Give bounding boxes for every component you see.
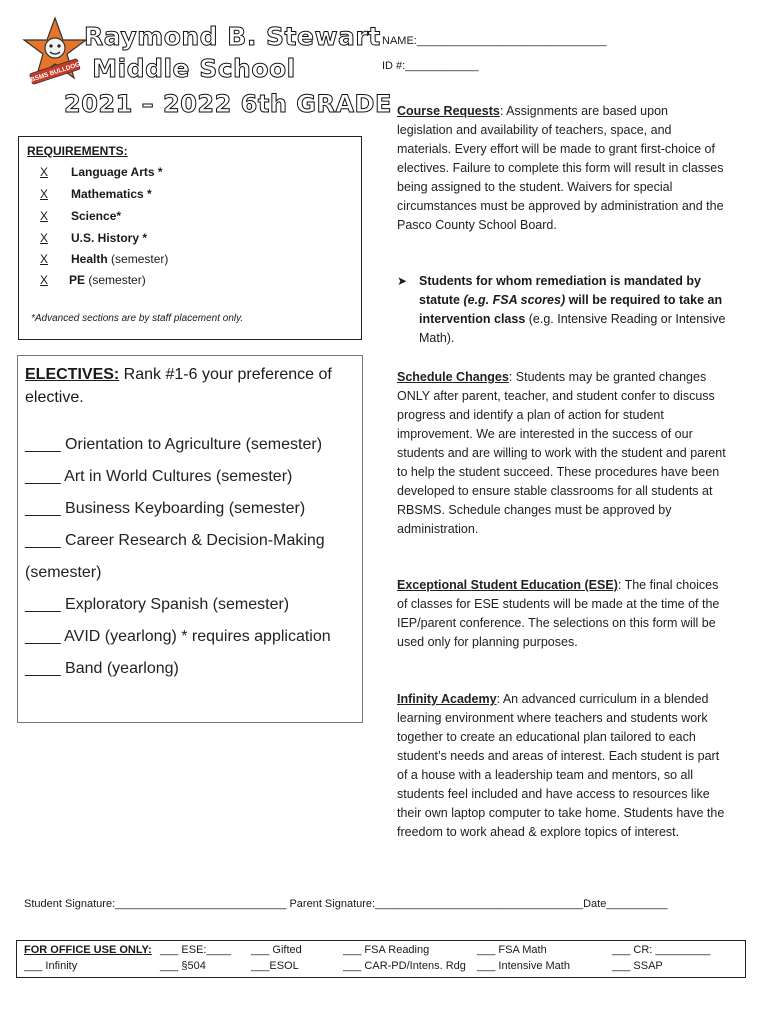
requirement-label: Mathematics * bbox=[71, 187, 152, 201]
office-ssap[interactable]: ___ SSAP bbox=[612, 960, 663, 972]
remediation-text-3: (e.g. Intensive Reading or Intensive Math). bbox=[419, 312, 726, 345]
requirement-item bbox=[31, 209, 121, 223]
elective-option[interactable]: ____ Exploratory Spanish (semester) bbox=[25, 596, 290, 613]
requirements-box bbox=[18, 136, 362, 340]
logo-bulldog-head bbox=[45, 38, 65, 58]
remediation-bullet bbox=[397, 272, 727, 348]
elective-option[interactable]: ____ Business Keyboarding (semester) bbox=[25, 500, 306, 517]
office-fsa-reading[interactable]: ___ FSA Reading bbox=[343, 944, 430, 956]
requirements-heading: REQUIREMENTS: bbox=[27, 144, 128, 158]
electives-box bbox=[17, 355, 363, 723]
requirement-checkmark[interactable]: X bbox=[39, 273, 48, 287]
requirement-suffix: (semester) bbox=[107, 252, 169, 266]
office-use-box bbox=[16, 940, 746, 978]
office-esol[interactable]: ___ESOL bbox=[251, 960, 299, 972]
schedule-changes-section bbox=[397, 368, 727, 539]
requirement-label: Health bbox=[71, 252, 108, 266]
requirement-checkmark[interactable]: X bbox=[39, 187, 48, 201]
id-field[interactable]: ID #:____________ bbox=[382, 60, 479, 72]
remediation-text-2: will be required to take an intervention class bbox=[419, 293, 723, 326]
infinity-academy-section bbox=[397, 690, 727, 842]
remediation-example: (e.g. FSA scores) bbox=[463, 293, 566, 307]
elective-option-continued: (semester) bbox=[25, 564, 102, 581]
school-name-line2: Middle School bbox=[92, 54, 296, 83]
requirement-item bbox=[31, 231, 147, 245]
signature-line[interactable]: Student Signature:____________________________ Parent Signature:__________________________________Date__________ bbox=[24, 898, 668, 910]
requirement-checkmark[interactable]: X bbox=[39, 165, 48, 179]
office-infinity[interactable]: ___ Infinity bbox=[24, 960, 78, 972]
elective-option[interactable]: ____ Orientation to Agriculture (semester) bbox=[25, 436, 323, 453]
office-ese[interactable]: ___ ESE:____ bbox=[160, 944, 231, 956]
requirement-item bbox=[31, 252, 168, 266]
electives-heading-label: ELECTIVES: bbox=[25, 366, 120, 383]
arrow-bullet-icon: ➤ bbox=[397, 274, 408, 288]
elective-option[interactable]: ____ Art in World Cultures (semester) bbox=[25, 468, 293, 485]
requirement-checkmark[interactable]: X bbox=[39, 231, 48, 245]
office-fsa-math[interactable]: ___ FSA Math bbox=[477, 944, 547, 956]
electives-instructions: Rank #1-6 your preference of elective. bbox=[25, 366, 332, 406]
requirement-item bbox=[31, 273, 146, 287]
elective-option[interactable]: ____ Band (yearlong) bbox=[25, 660, 179, 677]
name-field[interactable]: NAME:_______________________________ bbox=[382, 35, 607, 47]
requirement-suffix: (semester) bbox=[85, 273, 146, 287]
requirement-item bbox=[31, 187, 152, 201]
office-intensive-math[interactable]: ___ Intensive Math bbox=[477, 960, 570, 972]
office-car-pd[interactable]: ___ CAR-PD/Intens. Rdg bbox=[343, 960, 466, 972]
requirement-label: U.S. History * bbox=[71, 231, 148, 245]
course-requests-title: Course Requests bbox=[397, 104, 500, 118]
office-use-colon: : bbox=[148, 944, 152, 956]
office-504[interactable]: ___ §504 bbox=[160, 960, 206, 972]
course-requests-section bbox=[397, 102, 727, 235]
elective-option[interactable]: ____ Career Research & Decision-Making bbox=[25, 532, 325, 549]
ese-body: : The final choices of classes for ESE students will be made at the time of the IEP/parent conference. The selections on this form will be used only for planning purposes. bbox=[397, 578, 720, 649]
electives-heading bbox=[25, 363, 355, 409]
requirement-label: Science* bbox=[71, 209, 122, 223]
requirement-item bbox=[31, 165, 163, 179]
infinity-academy-title: Infinity Academy bbox=[397, 692, 497, 706]
office-gifted[interactable]: ___ Gifted bbox=[251, 944, 302, 956]
ese-title: Exceptional Student Education (ESE) bbox=[397, 578, 618, 592]
requirement-checkmark[interactable]: X bbox=[39, 209, 48, 223]
schedule-changes-body: : Students may be granted changes ONLY after parent, teacher, and student confer to discuss progress and identify a plan of action for student improvement. We are interested in the success of our students and are willing to work with the student and parent to help the student succeed. These procedures have been developed to ensure stable classrooms for all students at RBSMS. Schedule changes must be approved by administration. bbox=[397, 370, 726, 536]
requirement-label: PE bbox=[69, 273, 86, 287]
requirement-checkmark[interactable]: X bbox=[39, 252, 48, 266]
requirements-note: *Advanced sections are by staff placement only. bbox=[31, 313, 244, 324]
remediation-text-1: Students for whom remediation is mandated by statute bbox=[419, 274, 701, 307]
office-use-title: FOR OFFICE USE ONLY bbox=[24, 944, 149, 956]
school-name-line1: Raymond B. Stewart bbox=[84, 22, 381, 51]
elective-option[interactable]: ____ AVID (yearlong) * requires application bbox=[25, 628, 331, 645]
logo-banner-text: RBSMS BULLDOGS bbox=[25, 59, 86, 86]
ese-section bbox=[397, 576, 727, 652]
office-use-heading bbox=[24, 944, 152, 956]
course-requests-body: : Assignments are based upon legislation and availability of teachers, space, and materials. Every effort will be made to grant first-choice of electives. Failure to complete this form will result in classes being assigned to the student. Waivers for special circumstances must be approved by administration and the Pasco County School Board. bbox=[397, 104, 724, 232]
grade-heading: 2021 – 2022 6th GRADE bbox=[64, 90, 392, 118]
office-cr[interactable]: ___ CR: _________ bbox=[612, 944, 711, 956]
requirement-label: Language Arts * bbox=[71, 165, 163, 179]
infinity-academy-body: : An advanced curriculum in a blended learning environment where teachers and students work together to create an educational plan tailored to each student’s needs and areas of interest. Each student is part of a house with a leadership team and mentors, so all students feel included and have access to resources like their own laptop computer to take home. Students have the freedom to work ahead & explore topics of interest. bbox=[397, 692, 725, 839]
schedule-changes-title: Schedule Changes bbox=[397, 370, 509, 384]
school-logo bbox=[22, 16, 88, 86]
